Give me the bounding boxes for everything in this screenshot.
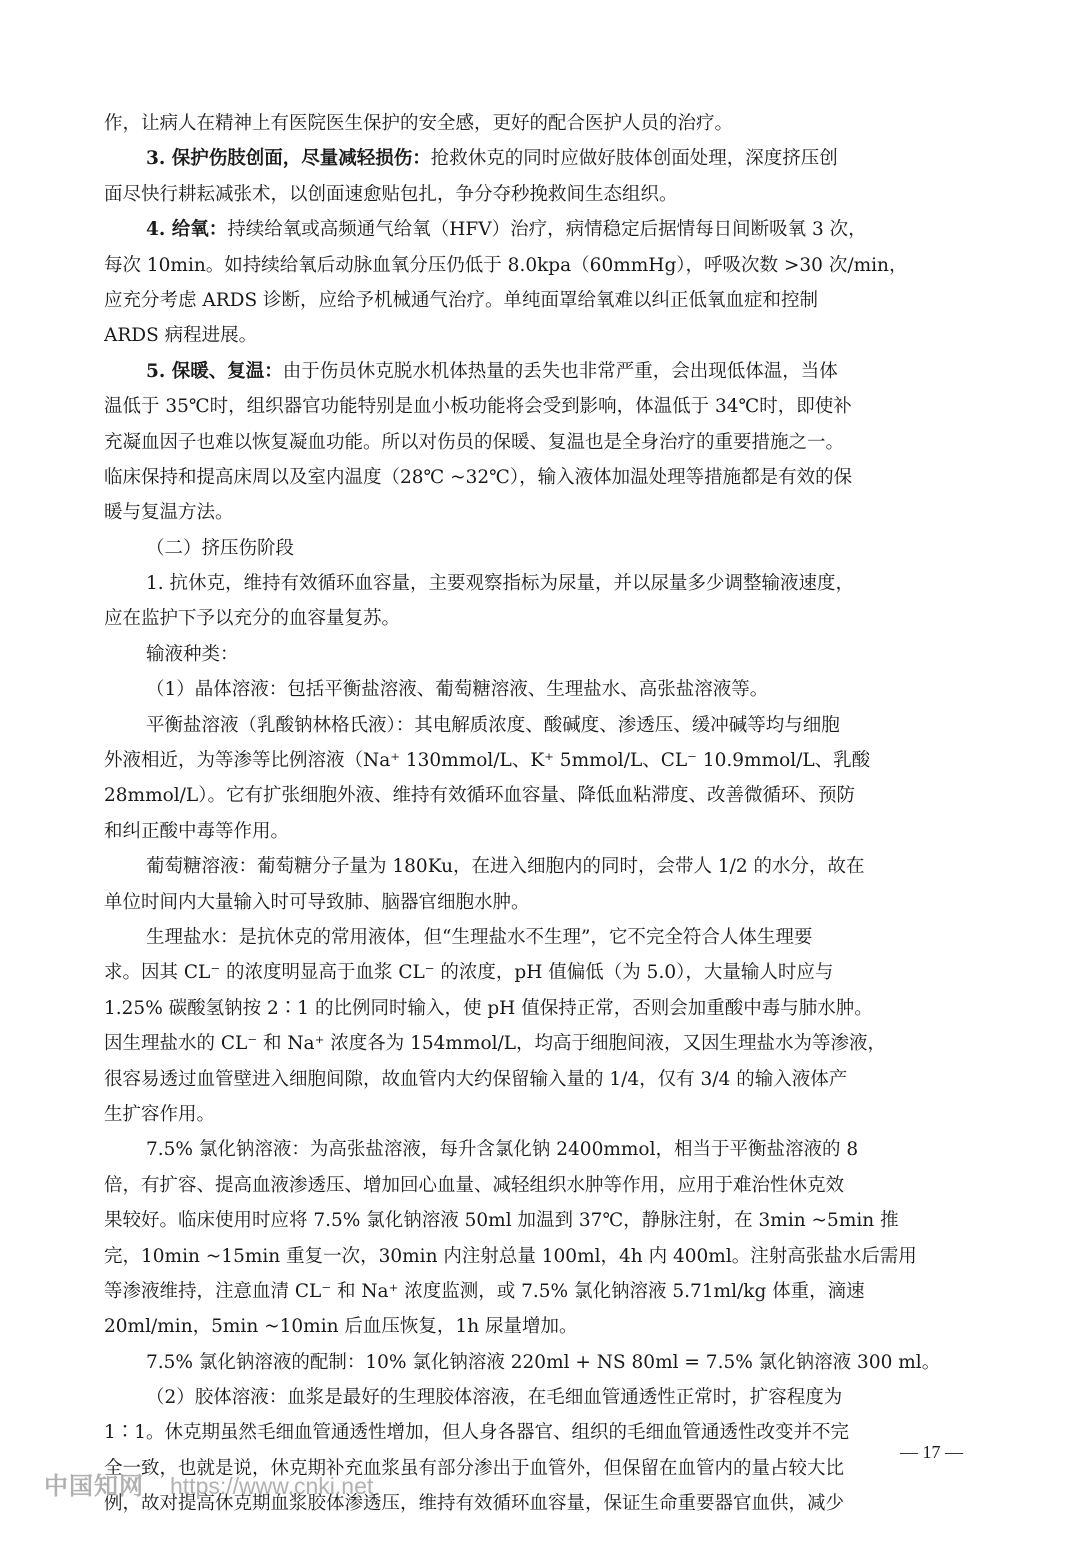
text-line: 1∶1。休克期虽然毛细血管通透性增加，但人身各器官、组织的毛细血管通透性改变并不完 [104, 1422, 850, 1444]
section-heading: 5. 保暖、复温： [146, 360, 283, 382]
watermark [44, 1466, 373, 1501]
text-line: 完，10min ~15min 重复一次，30min 内注射总量 100ml，4h 内 400ml。注射高张盐水后需用 [104, 1245, 917, 1267]
text-line: 5. 保暖、复温：由于伤员休克脱水机体热量的丢失也非常严重，会出现低体温，当体 [146, 360, 838, 382]
text-line: 1. 抗休克，维持有效循环血容量，主要观察指标为尿量，并以尿量多少调整输液速度， [146, 573, 855, 595]
text-line: 因生理盐水的 CL⁻ 和 Na⁺ 浓度各为 154mmol/L，均高于细胞间液，又因生理盐水为等渗液， [104, 1033, 887, 1055]
section-heading: 3. 保护伤肢创面，尽量减轻损伤： [146, 148, 431, 170]
section-heading: 4. 给氧： [146, 219, 228, 241]
text-line: 充凝血因子也难以恢复凝血功能。所以对伤员的保暖、复温也是全身治疗的重要措施之一。 [104, 431, 845, 453]
text-line: 28mmol/L）。它有扩张细胞外液、维持有效循环血容量、降低血粘滞度、改善微循环、预防 [104, 785, 855, 807]
text-line: ARDS 病程进展。 [104, 325, 258, 347]
text-line: 输液种类： [146, 643, 239, 665]
text-line: 和纠正酸中毒等作用。 [104, 820, 290, 842]
text-line: 每次 10min。如持续给氧后动脉血氧分压仍低于 8.0kpa（60mmHg），呼吸次数 >30 次/min， [104, 254, 908, 276]
text-line: 4. 给氧：持续给氧或高频通气给氧（HFV）治疗，病情稳定后据情每日间断吸氧 3 次， [146, 219, 867, 241]
text-line: 生理盐水：是抗休克的常用液体，但“生理盐水不生理”，它不完全符合人体生理要 [146, 926, 813, 948]
text-line: 临床保持和提高床周以及室内温度（28℃ ~32℃），输入液体加温处理等措施都是有效的保 [104, 466, 853, 488]
text-line: 7.5% 氯化钠溶液：为高张盐溶液，每升含氯化钠 2400mmol，相当于平衡盐溶液的 8 [146, 1139, 859, 1161]
text-line: 暖与复温方法。 [104, 502, 234, 524]
text-line: 应充分考虑 ARDS 诊断，应给予机械通气治疗。单纯面罩给氧难以纠正低氧血症和控制 [104, 289, 819, 311]
text-line: 生扩容作用。 [104, 1103, 216, 1125]
text-line: 7.5% 氯化钠溶液的配制：10% 氯化钠溶液 220ml + NS 80ml = 7.5% 氯化钠溶液 300 ml。 [146, 1351, 941, 1373]
text-line: 倍，有扩容、提高血液渗透压、增加回心血量、减轻组织水肿等作用，应用于难治性休克效 [104, 1174, 845, 1196]
watermark-brand: 中国知网 [44, 1473, 144, 1500]
text-line: 1.25% 碳酸氢钠按 2∶1 的比例同时输入，使 pH 值保持正常，否则会加重酸中毒与肺水肿。 [104, 997, 873, 1019]
watermark-url: https://www.cnki.net [170, 1473, 374, 1499]
text-line: 20ml/min，5min ~10min 后血压恢复，1h 尿量增加。 [104, 1316, 578, 1338]
text-line: 例，故对提高休克期血浆胶体渗透压，维持有效循环血容量，保证生命重要器官血供，减少 [104, 1493, 845, 1515]
text-line: （1）晶体溶液：包括平衡盐溶液、葡萄糖溶液、生理盐水、高张盐溶液等。 [146, 679, 769, 701]
page-number: — 17 — [900, 1442, 963, 1462]
text-line: 3. 保护伤肢创面，尽量减轻损伤：抢救休克的同时应做好肢体创面处理，深度挤压创 [146, 148, 838, 170]
text-line: （2）胶体溶液：血浆是最好的生理胶体溶液，在毛细血管通透性正常时，扩容程度为 [146, 1387, 843, 1409]
text-line: 等渗液维持，注意血清 CL⁻ 和 Na⁺ 浓度监测，或 7.5% 氯化钠溶液 5.71ml/kg 体重，滴速 [104, 1280, 865, 1302]
subsection-heading: （二）挤压伤阶段 [146, 537, 295, 559]
text-line: 温低于 35℃时，组织器官功能特别是血小板功能将会受到影响，体温低于 34℃时，即使补 [104, 396, 852, 418]
text-line: 葡萄糖溶液：葡萄糖分子量为 180Ku，在进入细胞内的同时，会带人 1/2 的水分，故在 [146, 856, 865, 878]
text-line: 面尽快行耕耘减张术，以创面速愈贴包扎，争分夺秒挽救间生态组织。 [104, 183, 678, 205]
text-line: 平衡盐溶液（乳酸钠林格氏液）：其电解质浓度、酸碱度、渗透压、缓冲碱等均与细胞 [146, 714, 840, 736]
text-line: 单位时间内大量输入时可导致肺、脑器官细胞水肿。 [104, 891, 530, 913]
text-line: 应在监护下予以充分的血容量复苏。 [104, 608, 401, 630]
text-line: 全一致，也就是说，休克期补充血浆虽有部分渗出于血管外，但保留在血管内的量占较大比 [104, 1457, 845, 1479]
text-line: 作，让病人在精神上有医院医生保护的安全感，更好的配合医护人员的治疗。 [104, 113, 734, 134]
text-line: 外液相近，为等渗等比例溶液（Na⁺ 130mmol/L、K⁺ 5mmol/L、CL⁻ 10.9mmol/L、乳酸 [104, 750, 871, 772]
text-line: 果较好。临床使用时应将 7.5% 氯化钠溶液 50ml 加温到 37℃，静脉注射，在 3min ~5min 推 [104, 1210, 899, 1232]
text-line: 很容易透过血管壁进入细胞间隙，故血管内大约保留输入量的 1/4，仅有 3/4 的输入液体产 [104, 1068, 848, 1090]
text-line: 求。因其 CL⁻ 的浓度明显高于血浆 CL⁻ 的浓度，pH 值偏低（为 5.0），大量输人时应与 [104, 962, 834, 984]
body-text [104, 106, 976, 1522]
